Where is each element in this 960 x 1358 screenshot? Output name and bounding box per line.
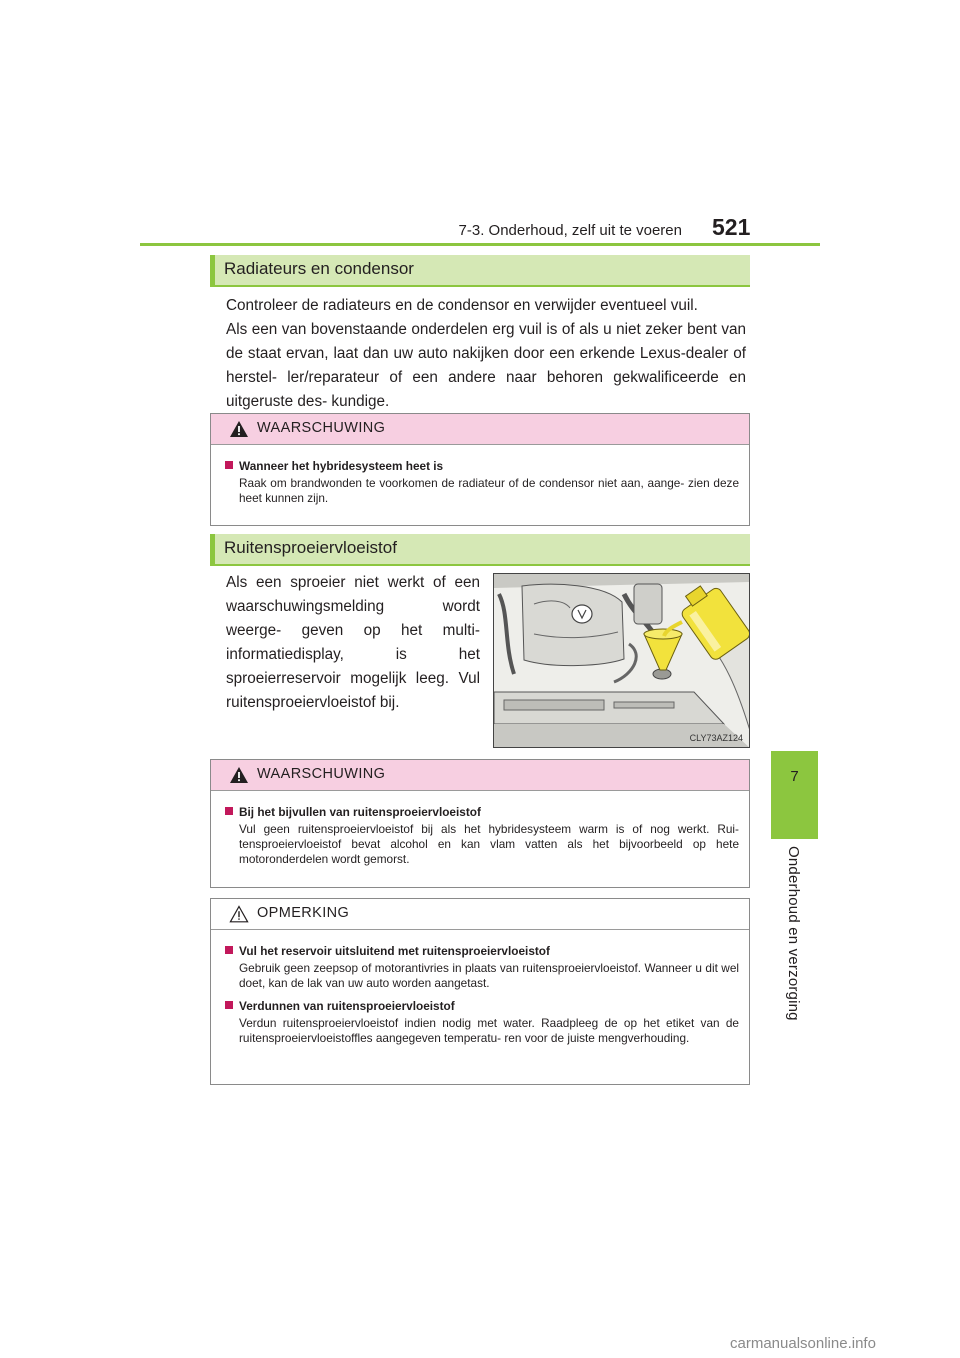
note-label: OPMERKING bbox=[257, 905, 350, 921]
section-title: Radiateurs en condensor bbox=[224, 259, 414, 278]
bullet-square-icon bbox=[225, 1001, 233, 1009]
header-rule bbox=[140, 243, 820, 246]
watermark: carmanualsonline.info bbox=[730, 1335, 876, 1352]
section-header-washer-fluid bbox=[210, 534, 750, 566]
section2-body bbox=[226, 571, 480, 715]
warning-header bbox=[211, 760, 749, 791]
note-item-text: Gebruik geen zeepsop of motorantivries in plaats van ruitensproeiervloeistof. Wanneer u dit wel doet, kan de lak van uw auto worden aangetast. bbox=[239, 961, 739, 990]
chapter-tab-number: 7 bbox=[790, 768, 799, 785]
section-header-radiators bbox=[210, 255, 750, 287]
bullet-square-icon bbox=[225, 946, 233, 954]
warning-content bbox=[211, 791, 749, 867]
warning-label: WAARSCHUWING bbox=[257, 766, 386, 782]
note-header bbox=[211, 899, 749, 930]
chapter-side-title-wrap bbox=[780, 846, 810, 1021]
section-title: Ruitensproeiervloeistof bbox=[224, 538, 397, 557]
section-accent-bar bbox=[210, 255, 215, 285]
page-number: 521 bbox=[712, 214, 751, 240]
chapter-side-title: Onderhoud en verzorging bbox=[785, 846, 802, 1021]
note-box bbox=[210, 898, 750, 1085]
paragraph: Als een van bovenstaande onderdelen erg vuil is of als u niet zeker bent van de staat ervan, laat dan uw auto nakijken door een erkende Lexus-dealer of herstel- ler/reparateur of een andere naar behoren gekwalificeerde en uitgeruste des- kundige. bbox=[226, 321, 746, 410]
warning-triangle-icon bbox=[229, 766, 249, 784]
bullet-square-icon bbox=[225, 461, 233, 469]
warning-header bbox=[211, 414, 749, 445]
warning-item-text: Raak om brandwonden te voorkomen de radiateur of de condensor niet aan, aange- zien deze heet kunnen zijn. bbox=[239, 476, 739, 505]
chapter-title: 7-3. Onderhoud, zelf uit te voeren bbox=[458, 222, 682, 239]
note-item-title: Vul het reservoir uitsluitend met ruitensproeiervloeistof bbox=[221, 944, 749, 958]
warning-triangle-icon bbox=[229, 420, 249, 438]
paragraph: Als een sproeier niet werkt of een waarschuwingsmelding wordt weerge- geven op het multi-informatiedisplay, is het sproeierreservoir mogelijk leeg. Vul ruitensproeiervloeistof bij. bbox=[226, 574, 480, 711]
chapter-tab bbox=[771, 751, 818, 839]
section-accent-bar bbox=[210, 534, 215, 564]
warning-item-title: Wanneer het hybridesysteem heet is bbox=[221, 459, 749, 473]
warning-item-title: Bij het bijvullen van ruitensproeiervloeistof bbox=[221, 805, 749, 819]
warning-box bbox=[210, 413, 750, 526]
engine-bay-drawing bbox=[494, 574, 750, 748]
section1-body bbox=[226, 294, 746, 414]
figure-code: CLY73AZ124 bbox=[689, 733, 743, 743]
warning-item-text: Vul geen ruitensproeiervloeistof bij als het hybridesysteem warm is of nog werkt. Rui- tensproeiervloeistof bevat alcohol en kan vlam vatten als het bijvoorbeeld op hete motoronderdelen wordt gemorst. bbox=[239, 822, 739, 866]
warning-label: WAARSCHUWING bbox=[257, 420, 386, 436]
engine-bay-illustration bbox=[493, 573, 750, 748]
note-item-text: Verdun ruitensproeiervloeistof indien nodig met water. Raadpleeg de op het etiket van de ruitensproeiervloeistoffles aangegeven temperatu- ren voor de juiste mengverhouding. bbox=[239, 1016, 739, 1045]
warning-box bbox=[210, 759, 750, 888]
note-content bbox=[211, 930, 749, 1046]
note-item-title: Verdunnen van ruitensproeiervloeistof bbox=[221, 999, 749, 1013]
warning-content bbox=[211, 445, 749, 506]
bullet-square-icon bbox=[225, 807, 233, 815]
paragraph: Controleer de radiateurs en de condensor en verwijder eventueel vuil. bbox=[226, 297, 698, 314]
caution-outline-triangle-icon bbox=[229, 905, 249, 923]
